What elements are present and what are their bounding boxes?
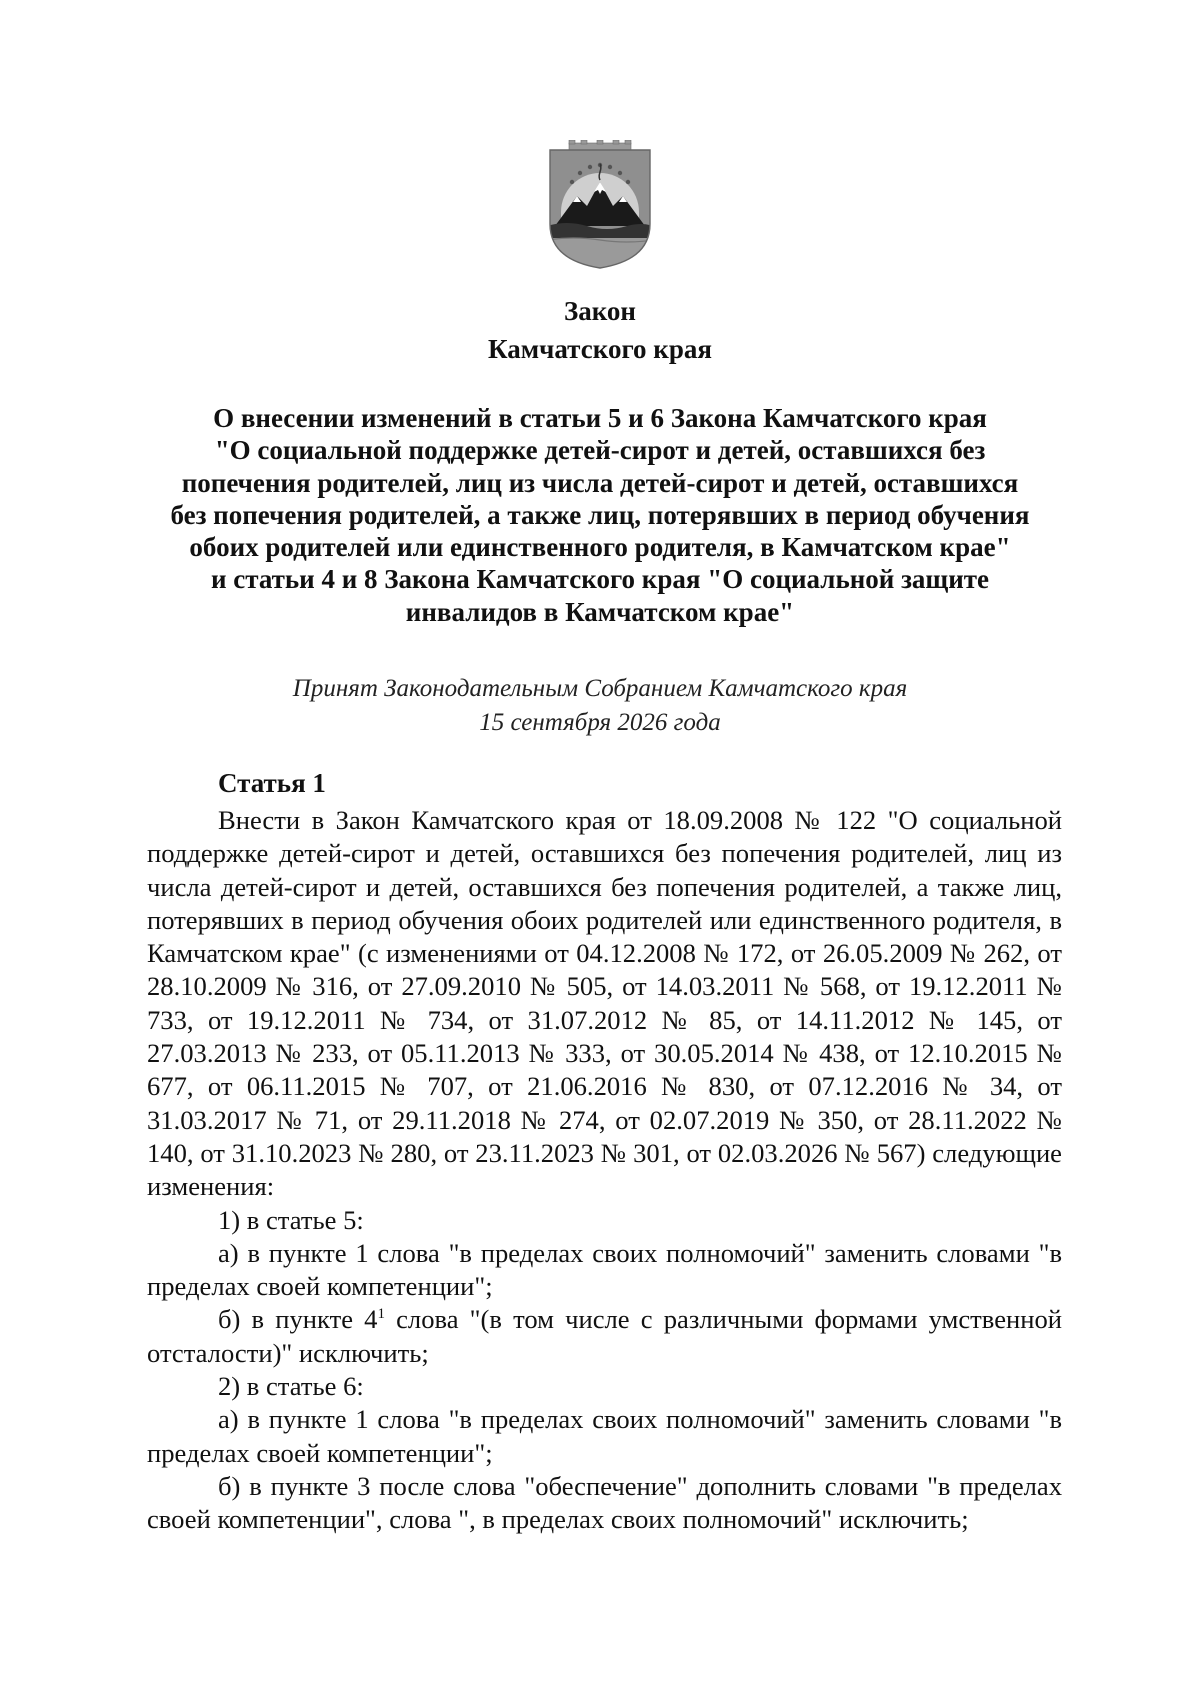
- article-heading: Статья 1: [218, 768, 326, 798]
- superscript: 1: [377, 1306, 385, 1323]
- law-title-line: попечения родителей, лиц из числа детей-сирот и детей, оставшихся: [181, 467, 1019, 498]
- amendment-item: 1) в статье 5:: [218, 1204, 364, 1235]
- adoption-body: Принят Законодательным Собранием Камчатского края: [292, 675, 908, 702]
- amendment-subitem: б) в пункте 3 после слова "обеспечение" дополнить словами "в пределах своей компетенции", слова ", в пределах своих полномочий" исключить;: [147, 1470, 1062, 1535]
- adoption-note: [0, 672, 1200, 740]
- document-type: Закон: [563, 296, 636, 326]
- law-title-line: без попечения родителей, а также лиц, потерявших в период обучения: [170, 499, 1030, 530]
- kamchatka-coat-of-arms-icon: [547, 140, 653, 270]
- amendment-subitem: [147, 1303, 1062, 1370]
- amendment-subitem: а) в пункте 1 слова "в пределах своих полномочий" заменить словами "в пределах своей компетенции";: [147, 1237, 1062, 1302]
- law-title-line: и статьи 4 и 8 Закона Камчатского края "О социальной защите: [210, 564, 990, 595]
- subitem-text: слова "(в том числе с различными формами умственной отсталости)" исключить;: [147, 1304, 1062, 1368]
- law-title: [0, 402, 1200, 628]
- article-body: [147, 804, 1062, 1537]
- law-title-line: "О социальной поддержке детей-сирот и детей, оставшихся без: [214, 435, 986, 466]
- amendment-subitem: а) в пункте 1 слова "в пределах своих полномочий" заменить словами "в пределах своей компетенции";: [147, 1404, 1062, 1468]
- article-intro-paragraph: Внести в Закон Камчатского края от 18.09.2008 № 122 "О социальной поддержке детей-сирот и детей, оставшихся без попечения родителей, лиц из числа детей-сирот и детей, оставшихся без попечения родителей, а также лиц, потерявших в период обучения обоих родителей или единственного родителя, в Камчатском крае" (с изменениями от 04.12.2008 № 172, от 26.05.2009 № 262, от 28.10.2009 № 316, от 27.09.2010 № 505, от 14.03.2011 № 568, от 19.12.2011 № 733, от 19.12.2011 № 734, от 31.07.2012 № 85, от 14.11.2012 № 145, от 27.03.2013 № 233, от 05.11.2013 № 333, от 30.05.2014 № 438, от 12.10.2015 № 677, от 06.11.2015 № 707, от 21.06.2016 № 830, от 07.12.2016 № 34, от 31.03.2017 № 71, от 29.11.2018 № 274, от 02.07.2019 № 350, от 28.11.2022 № 140, от 31.10.2023 № 280, от 23.11.2023 № 301, от 02.03.2026 № 567) следующие изменения:: [147, 805, 1062, 1202]
- law-title-line: обоих родителей или единственного родителя, в Камчатском крае": [189, 532, 1011, 563]
- amendment-item: 2) в статье 6:: [218, 1371, 364, 1402]
- region-name: Камчатского края: [488, 334, 712, 364]
- law-title-line: инвалидов в Камчатском крае": [405, 596, 795, 627]
- adoption-date: 15 сентября 2026 года: [479, 709, 721, 736]
- subitem-text: б) в пункте 4: [218, 1304, 378, 1335]
- law-title-line: О внесении изменений в статьи 5 и 6 Закона Камчатского края: [213, 403, 987, 433]
